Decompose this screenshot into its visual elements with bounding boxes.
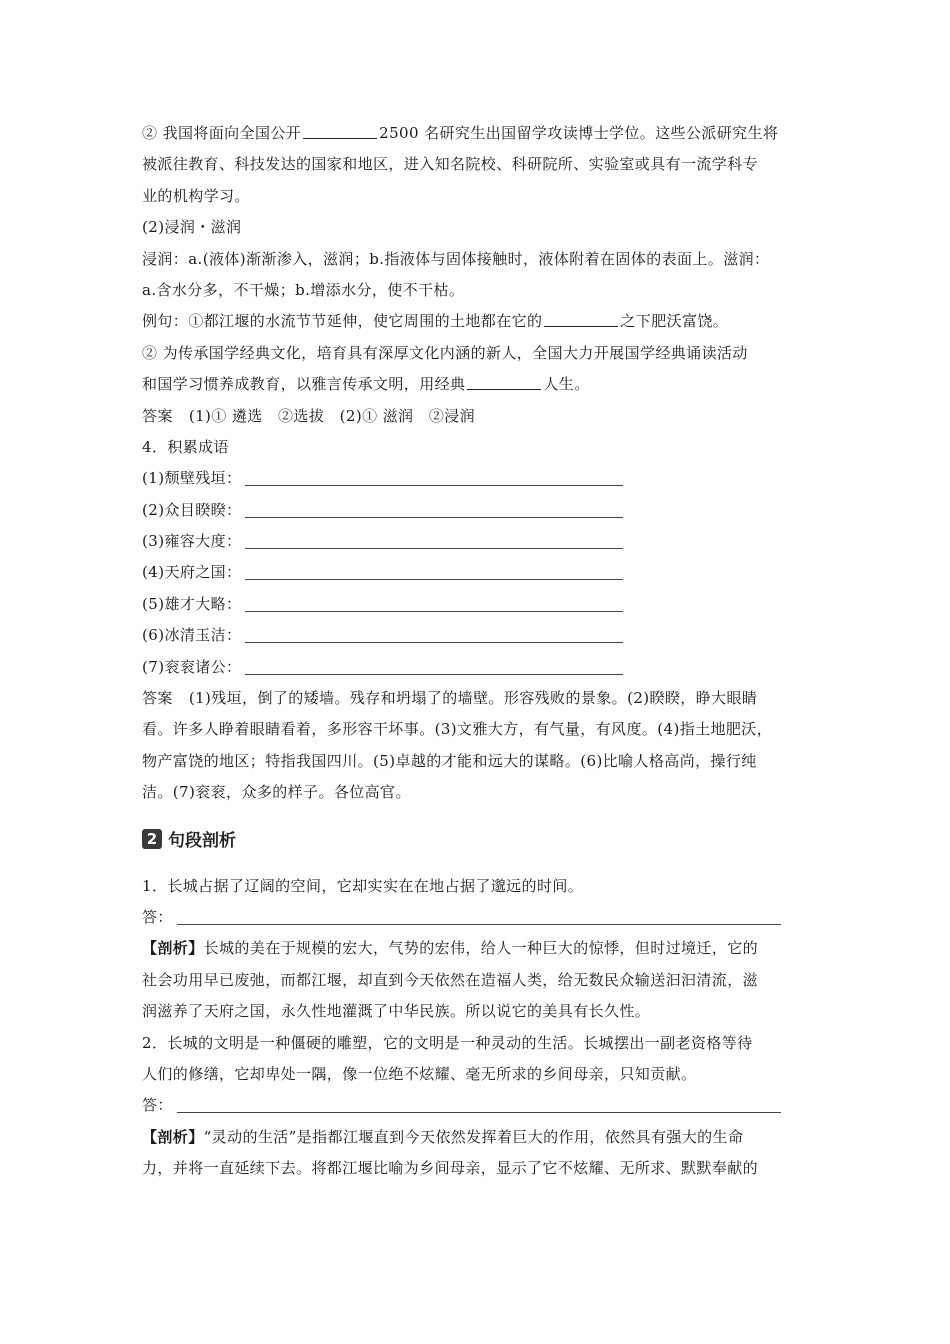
idiom-item	[142, 589, 822, 620]
answer-blank	[467, 372, 541, 390]
answer-line: 物产富饶的地区；特指我国四川。(5)卓越的才能和远大的谋略。(6)比喻人格高尚，操行纯	[142, 751, 757, 770]
analysis-line: 社会功用早已废弛，而都江堰，却直到今天依然在造福人类，给无数民众输送汩汩清流，滋	[142, 970, 759, 989]
analysis-line: 润滋养了天府之国，永久性地灌溉了中华民族。所以说它的美具有长久性。	[142, 1002, 651, 1021]
paragraph-line: 业的机构学习。	[142, 186, 250, 205]
answer-line	[142, 683, 822, 714]
analysis-line: 力，并将一直延续下去。将都江堰比喻为乡间母亲，显示了它不炫耀、无所求、默默奉献的	[142, 1159, 759, 1178]
idiom-label: (3)雍容大度：	[142, 532, 242, 551]
paragraph-line	[142, 306, 822, 337]
answer-fill-line	[245, 623, 623, 643]
idiom-label: (2)众目睽睽：	[142, 500, 242, 519]
idiom-label: (1)颓壁残垣：	[142, 469, 242, 488]
answer-label: 答案	[142, 406, 173, 425]
analysis-text: 长城的美在于规模的宏大，气势的宏伟，给人一种巨大的惊悸，但时过境迁，它的	[203, 939, 759, 958]
subsection-title: 4．积累成语	[142, 437, 229, 456]
paragraph-line	[142, 369, 822, 400]
answer-prefix: 答：	[142, 907, 173, 926]
text-run: 和国学习惯养成教育，以雅言传承文明，用经典	[142, 375, 466, 394]
answer-fill-line	[245, 529, 623, 549]
paragraph-line: 浸润：a.(液体)渐渐渗入，滋润；b.指液体与固体接触时，液体附着在固体的表面上。滋润：	[142, 249, 770, 268]
document-page	[142, 118, 822, 1185]
idiom-label: (7)衮衮诸公：	[142, 657, 242, 676]
answer-label: 答案	[142, 689, 173, 708]
section-title: 句段剖析	[168, 831, 236, 852]
answer-blank	[303, 121, 377, 139]
question-line: 2．长城的文明是一种僵硬的雕塑，它的文明是一种灵动的生活。长城摆出一副老资格等待	[142, 1033, 753, 1052]
text-run: 之下肥沃富饶。	[620, 312, 729, 331]
answer-fill-row	[142, 1090, 822, 1121]
answer-fill-line	[245, 466, 623, 486]
text-run: 例句：①都江堰的水流节节延伸，使它周围的土地都在它的	[142, 312, 543, 331]
answer-text: (1)① 遴选 ②选拔 (2)① 滋润 ②浸润	[188, 406, 476, 425]
section-number-badge: 2	[142, 829, 162, 849]
paragraph-line: a.含水分多，不干燥；b.增添水分，使不干枯。	[142, 280, 465, 299]
answer-fill-line	[245, 655, 623, 675]
idiom-label: (5)雄才大略：	[142, 594, 242, 613]
answer-prefix: 答：	[142, 1096, 173, 1115]
idiom-item	[142, 526, 822, 557]
answer-fill-row	[142, 902, 822, 933]
analysis-label: 【剖析】	[142, 1127, 204, 1146]
answer-fill-line	[177, 905, 781, 925]
answer-fill-line	[245, 560, 623, 580]
idiom-label: (6)冰清玉洁：	[142, 626, 242, 645]
idiom-item	[142, 463, 822, 494]
paragraph-line: 被派往教育、科技发达的国家和地区，进入知名院校、科研院所、实验室或具有一流学科专	[142, 155, 759, 174]
analysis-line	[142, 1122, 822, 1153]
text-run: 2500 名研究生出国留学攻读博士学位。这些公派研究生将	[379, 124, 779, 142]
answer-text: (1)残垣，倒了的矮墙。残存和坍塌了的墙壁。形容残败的景象。(2)睽睽，睁大眼睛	[188, 689, 758, 708]
answer-line: 洁。(7)衮衮，众多的样子。各位高官。	[142, 783, 411, 802]
idiom-item	[142, 557, 822, 588]
analysis-label: 【剖析】	[142, 939, 204, 958]
answer-blank	[544, 309, 618, 327]
paragraph-line	[142, 118, 822, 149]
idiom-item	[142, 495, 822, 526]
idiom-item	[142, 620, 822, 651]
answer-fill-line	[245, 592, 623, 612]
paragraph-line: ② 为传承国学经典文化，培育具有深厚文化内涵的新人，全国大力开展国学经典诵读活动	[142, 343, 748, 362]
section-heading	[142, 819, 822, 859]
answer-fill-line	[245, 498, 623, 518]
question-line: 1．长城占据了辽阔的空间，它却实实在在地占据了邈远的时间。	[142, 876, 584, 895]
subsection-title: (2)浸润・滋润	[142, 218, 242, 237]
analysis-line	[142, 933, 822, 964]
text-run: ② 我国将面向全国公开	[142, 124, 302, 142]
idiom-item	[142, 652, 822, 683]
answer-line: 看。许多人睁着眼睛看着，多形容干坏事。(3)文雅大方，有气量，有风度。(4)指土地肥沃，	[142, 720, 773, 739]
answer-line	[142, 401, 822, 432]
analysis-text: “灵动的生活”是指都江堰直到今天依然发挥着巨大的作用，依然具有强大的生命	[203, 1127, 744, 1146]
idiom-label: (4)天府之国：	[142, 563, 242, 582]
text-run: 人生。	[543, 375, 590, 394]
question-line: 人们的修缮，它却卑处一隅，像一位绝不炫耀、毫无所求的乡间母亲，只知贡献。	[142, 1064, 697, 1083]
answer-fill-line	[177, 1093, 781, 1113]
